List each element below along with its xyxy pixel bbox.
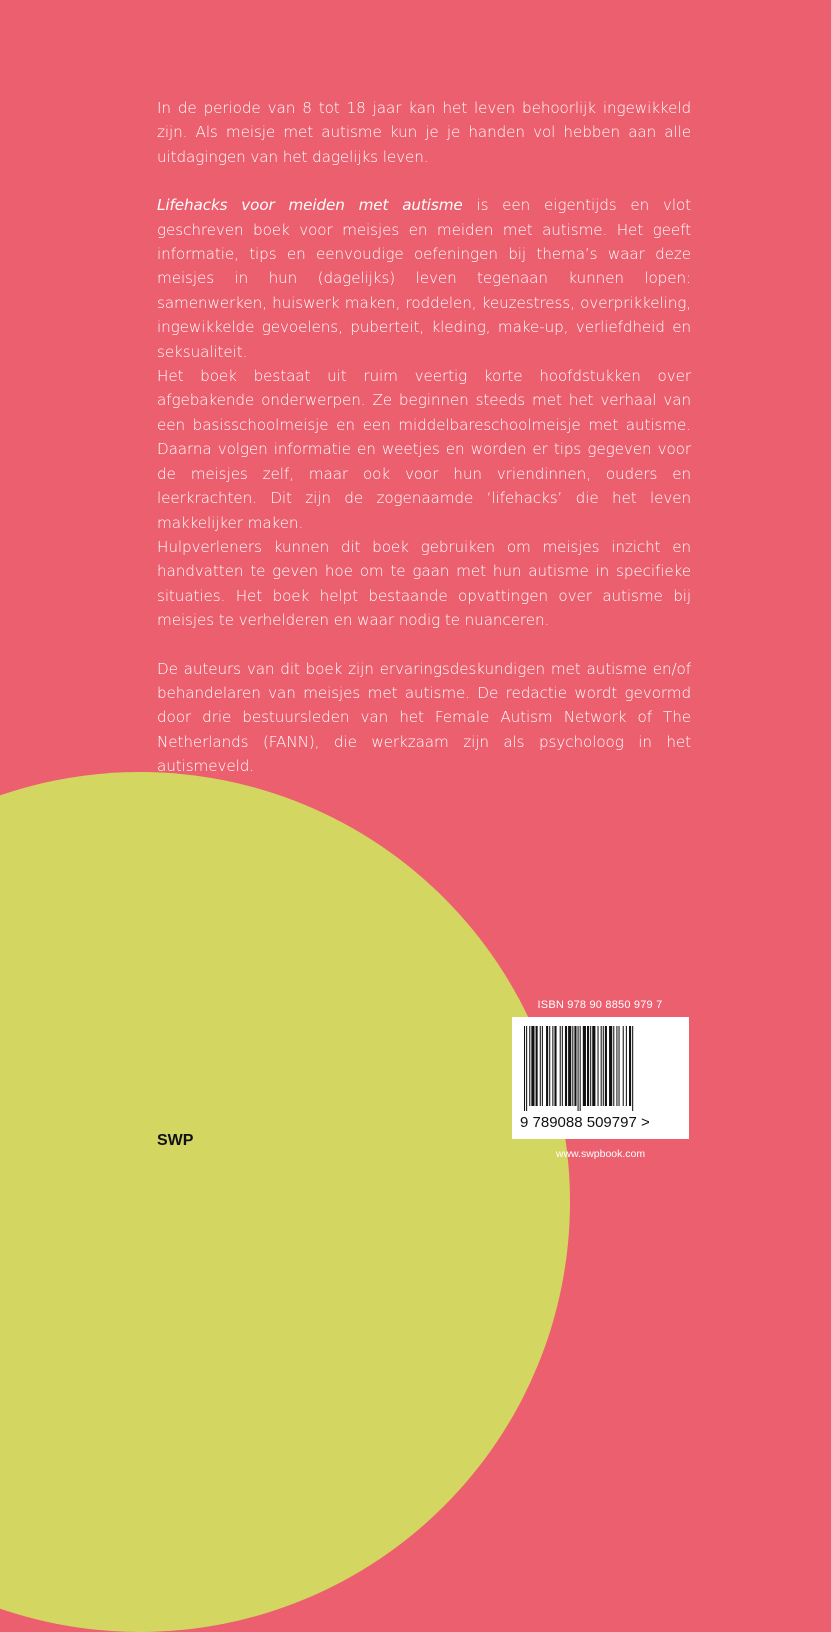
barcode-bar: [590, 1026, 591, 1106]
barcode-bar: [536, 1026, 538, 1106]
barcode-digits: 9 789088 509797 >: [520, 1114, 650, 1131]
barcode-bar: [546, 1026, 548, 1106]
back-cover-text: [157, 96, 691, 779]
barcode-bar: [592, 1026, 595, 1106]
structure-paragraph: Het boek bestaat uit ruim veertig korte hoofdstukken over afgebakende onderwerpen. Ze beginnen steeds met het verhaal van een basisschoolmeisje en een middelbareschoolmeisje met autisme. Daarna volgen informatie en weetjes en worden er tips gegeven voor de meisjes zelf, maar ook voor hun vriendinnen, ouders en leerkrachten. Dit zijn de zogenaamde ‘lifehacks’ die het leven makkelijker maken.: [157, 367, 691, 532]
barcode-bar: [598, 1026, 599, 1106]
barcode-bar: [632, 1026, 633, 1111]
professionals-paragraph: Hulpverleners kunnen dit boek gebruiken om meisjes inzicht en handvatten te geven hoe om te gaan met hun autisme in specifieke situaties. Het boek helpt bestaande opvattingen over autisme bij meisjes te verhelderen en waar nodig te nuanceren.: [157, 537, 691, 630]
barcode-bar: [572, 1026, 573, 1106]
barcode-bar: [526, 1026, 527, 1111]
barcode-bar: [565, 1026, 567, 1106]
barcode-bar: [578, 1026, 579, 1111]
barcode-bar: [580, 1026, 581, 1111]
decorative-circle: [0, 772, 570, 1632]
barcode-bar: [542, 1026, 543, 1106]
isbn-label: ISBN 978 90 8850 979 7: [537, 999, 663, 1011]
barcode-bar: [529, 1026, 530, 1106]
barcode-bar: [601, 1026, 602, 1106]
publisher-logo: SWP: [157, 1132, 194, 1149]
barcode-bars: [524, 1026, 677, 1111]
barcode-bar: [574, 1026, 576, 1106]
barcode-bar: [626, 1026, 627, 1106]
description-text: is een eigentijds en vlot geschreven boek voor meisjes en meiden met autisme. Het geeft informatie, tips en eenvoudige oefeningen bij thema’s waar deze meisjes in hun (dagelijks) leven tegenaan kunnen lopen: samenwerken, huiswerk maken, roddelen, keuzestress, overprikkeling, ingewikkelde gevoelens, puberteit, kleding, make-up, verliefdheid en seksualiteit.: [157, 196, 691, 361]
barcode-bar: [587, 1026, 589, 1106]
barcode-bar: [524, 1026, 525, 1111]
barcode-bar: [629, 1026, 631, 1106]
barcode-bar: [549, 1026, 550, 1106]
barcode-bar: [609, 1026, 612, 1106]
barcode-bar: [552, 1026, 553, 1106]
barcode-bar: [554, 1026, 556, 1106]
barcode-bar: [562, 1026, 563, 1106]
barcode: [512, 1017, 689, 1139]
barcode-bar: [613, 1026, 614, 1106]
book-title: Lifehacks voor meiden met autisme: [157, 196, 463, 215]
barcode-bar: [623, 1026, 624, 1106]
barcode-bar: [560, 1026, 561, 1106]
barcode-bar: [619, 1026, 620, 1106]
barcode-bar: [616, 1026, 617, 1106]
barcode-bar: [583, 1026, 586, 1106]
authors-paragraph: De auteurs van dit boek zijn ervaringsdeskundigen met autisme en/of behandelaren van meisjes met autisme. De redactie wordt gevormd door drie bestuursleden van het Female Autism Network of The Netherlands (FANN), die werkzaam zijn als psycholoog in het autismeveld.: [157, 659, 691, 776]
barcode-bar: [603, 1026, 604, 1106]
barcode-bar: [531, 1026, 534, 1106]
intro-paragraph: In de periode van 8 tot 18 jaar kan het leven behoorlijk ingewikkeld zijn. Als meisje met autisme kun je je handen vol hebben aan alle uitdagingen van het dagelijks leven.: [157, 99, 691, 166]
barcode-bar: [568, 1026, 571, 1106]
barcode-bar: [605, 1026, 607, 1106]
website-link[interactable]: www.swpbook.com: [555, 1148, 646, 1160]
description-paragraph: [157, 193, 691, 364]
barcode-bar: [540, 1026, 541, 1106]
